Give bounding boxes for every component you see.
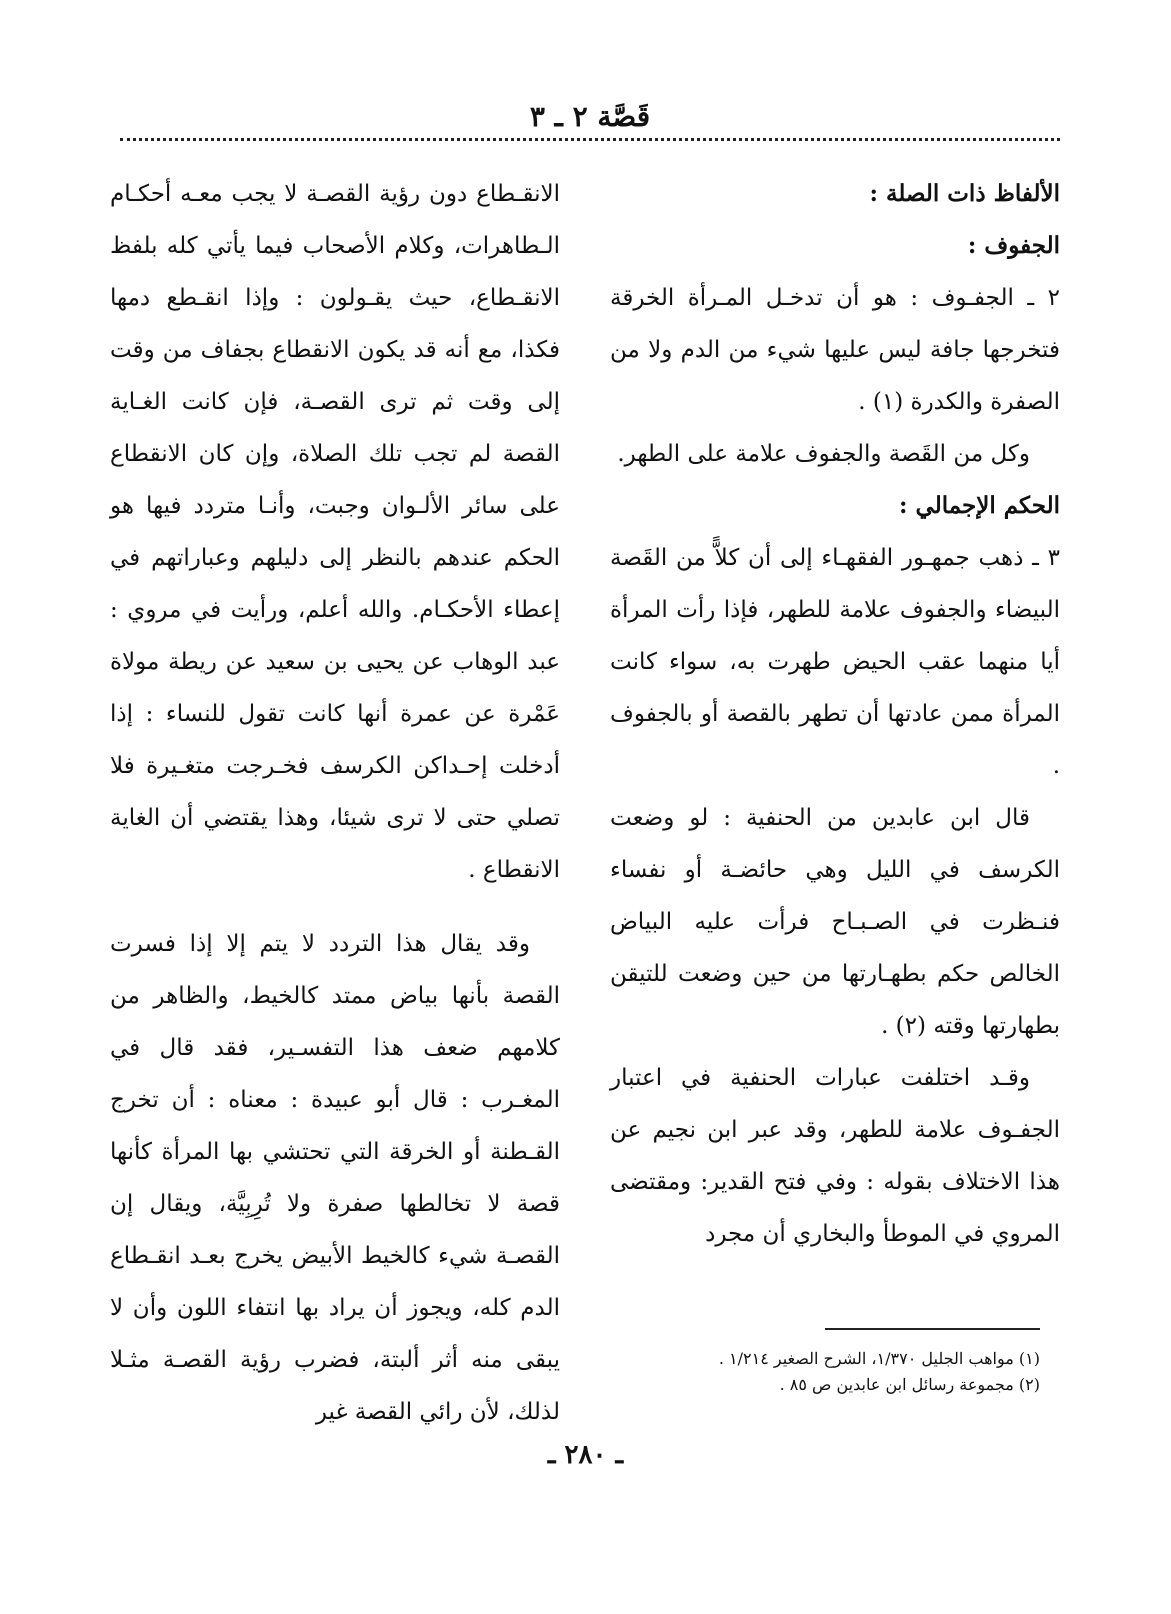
paragraph-2b: وكل من القَصة والجفوف علامة على الطهر. bbox=[617, 441, 1030, 467]
heading-related-terms: الألفاظ ذات الصلة : bbox=[869, 180, 1060, 207]
paragraph-spacer bbox=[110, 896, 560, 918]
paragraph-3c: وقـد اختلفت عبارات الحنفية في اعتبار الجفـوف علامة للطهر، وقد عبر ابن نجيم عن هذا الاختلاف بقوله : وفي فتح القدير: ومقتضى المروي في الموطأ والبخاري أن مجرد bbox=[610, 1065, 1060, 1247]
paragraph-tardud: وقد يقال هذا التردد لا يتم إلا إذا فسرت القصة بأنها بياض ممتد كالخيط، والظاهر من كلامهم ضعف هذا التفسـير، فقد قال في المغـرب : قال أبو عبيدة : معناه : أن تخرج القـطنة أو الخرقة التي تحتشي بها المرأة كأنها قصة لا تخالطها صفرة ولا تُرِبِيَّة، ويقال إن القصـة شيء كالخيط الأبيض يخرج بعـد انقـطاع الدم كله، ويجوز أن يراد بها انتفاء اللون وأن لا يبقى منه أثر ألبتة، فضرب رؤية القصـة مثـلا لذلك، لأن رائي القصة غير bbox=[110, 931, 560, 1425]
footnote-1: (١) مواهب الجليل ١/٣٧٠، الشرح الصغير ١/٢١٤ . bbox=[718, 1349, 1040, 1368]
footnote-rule bbox=[825, 1328, 1040, 1330]
running-header bbox=[120, 100, 1060, 148]
paragraph-2: ٢ ـ الجفـوف : هو أن تدخـل المـرأة الخرقة فتخرجها جافة ليس عليها شيء من الدم ولا من الصفرة والكدرة (١) . bbox=[610, 285, 1060, 415]
header-dotted-rule bbox=[120, 138, 1060, 141]
right-column bbox=[610, 168, 1060, 1260]
heading-jufuf: الجفوف : bbox=[967, 232, 1060, 259]
footnotes bbox=[610, 1346, 1040, 1398]
page-number: ـ ٢٨٠ ـ bbox=[547, 1440, 624, 1470]
left-column bbox=[110, 168, 560, 1438]
paragraph-continued: الانقـطاع دون رؤية القصـة لا يجب معـه أحكـام الـطاهرات، وكلام الأصحاب فيما يأتي كله بلفظ الانقـطاع، حيث يقـولون : وإذا انقـطع دمها فكذا، مع أنه قد يكون الانقطاع بجفاف من وقت إلى وقت ثم ترى القصـة، فإن كانت الغـاية القصة لم تجب تلك الصلاة، وإن كان الانقطاع على سائر الألـوان وجبت، وأنـا متردد فيها هو الحكم عندهم بالنظر إلى دليلهم وعباراتهم في إعطاء الأحكـام. والله أعلم، ورأيت في مروي : عبد الوهاب عن يحيى بن سعيد عن ريطة مولاة عَمْرة عن عمرة أنها كانت تقول للنساء : إذا أدخلت إحـداكن الكرسف فخـرجت متغـيرة فلا تصلي حتى لا ترى شيئا، وهذا يقتضي أن الغاية الانقطاع . bbox=[110, 181, 560, 883]
paragraph-3: ٣ ـ ذهب جمهـور الفقهـاء إلى أن كلاًّ من القَصة البيضاء والجفوف علامة للطهر، فإذا رأت المرأة أيا منهما عقب الحيض طهرت به، سواء كانت المرأة ممن عادتها أن تطهر بالقصة أو بالجفوف . bbox=[610, 545, 1060, 779]
heading-general-ruling: الحكم الإجمالي : bbox=[899, 492, 1060, 519]
header-title: قَصَّة ٢ ـ ٣ bbox=[529, 100, 651, 133]
footnote-2: (٢) مجموعة رسائل ابن عابدين ص ٨٥ . bbox=[779, 1375, 1040, 1394]
paragraph-3b: قال ابن عابدين من الحنفية : لو وضعت الكرسف في الليل وهي حائضـة أو نفساء فنـظرت في الصـبـاح فرأت عليه البياض الخالص حكم بطهـارتها من حين وضعت للتيقن بطهارتها وقته (٢) . bbox=[610, 805, 1060, 1039]
